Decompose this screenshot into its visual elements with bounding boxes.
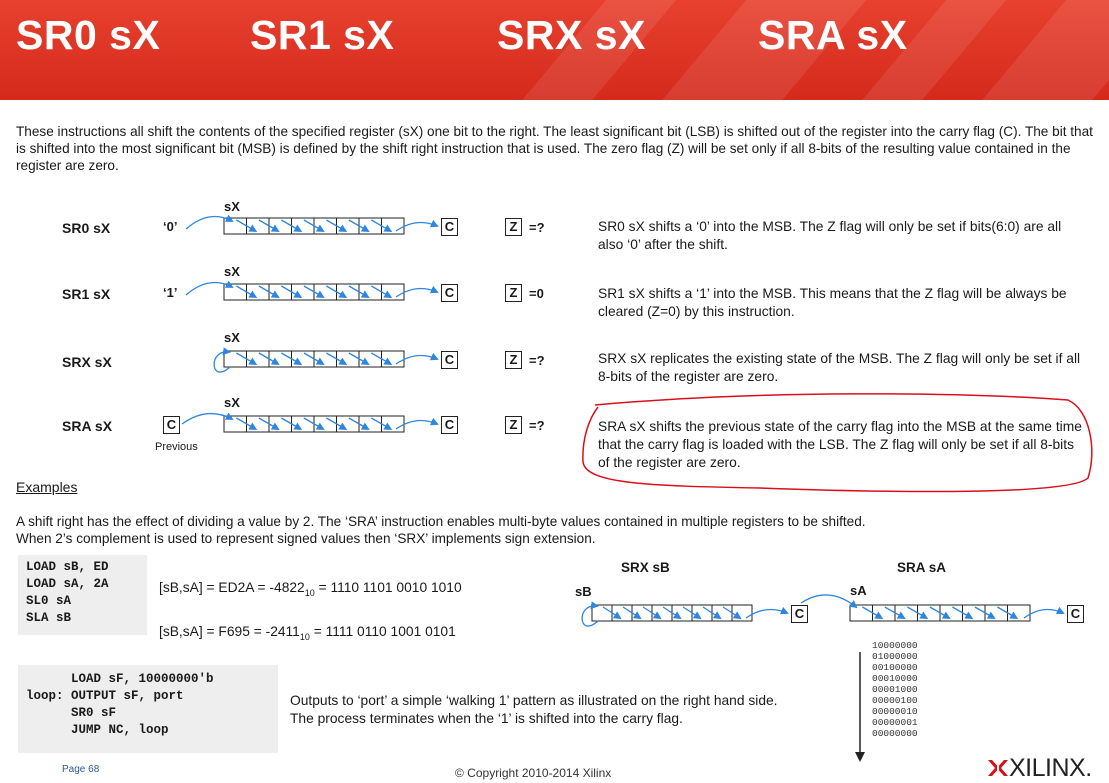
examples-heading: Examples	[16, 479, 78, 495]
xilinx-wordmark: XILINX.	[1009, 754, 1092, 782]
carry-flag-box: C	[1067, 605, 1084, 623]
register-label: sX	[224, 264, 240, 279]
examples-intro-line1: A shift right has the effect of dividing a value by 2. The ‘SRA’ instruction enables multi-byte values contained in multiple registers to be shifted.	[16, 514, 866, 529]
walking-pattern-value: 00000010	[872, 706, 918, 717]
carry-flag-box: C	[441, 284, 458, 302]
row-label-sra: SRA sX	[62, 418, 113, 434]
zero-flag-box: Z	[505, 416, 522, 434]
diagram-title-sra-sa: SRA sA	[897, 560, 947, 575]
output-line1: Outputs to ‘port’ a simple ‘walking 1’ pattern as illustrated on the right hand side.	[290, 693, 778, 708]
register-label: sX	[224, 395, 240, 410]
carry-flag-box: C	[441, 351, 458, 369]
walking-pattern-arrowhead	[855, 752, 865, 762]
description-srx: SRX sX replicates the existing state of the MSB. The Z flag will only be set if all 8-bits of the register are zero.	[598, 351, 1081, 384]
register-label: sX	[224, 330, 240, 345]
header-title-srx: SRX sX	[497, 12, 646, 58]
previous-carry-box: C	[163, 416, 180, 434]
sra-highlight-annotation	[583, 394, 1092, 492]
walking-pattern-value: 10000000	[872, 640, 918, 651]
header-title-sra: SRA sX	[758, 12, 908, 58]
walking-pattern-value: 00000100	[872, 695, 918, 706]
description-sra: SRA sX shifts the previous state of the carry flag into the MSB at the same time that the carry flag is loaded with the LSB. The Z flag will only be set if all 8-bits of the register are zero.	[598, 419, 1082, 470]
zero-flag-box: Z	[505, 284, 522, 302]
description-sr1: SR1 sX shifts a ‘1’ into the MSB. This means that the Z flag will be always be cleared (Z=0) by this instruction.	[598, 286, 1067, 319]
row-label-sr1: SR1 sX	[62, 286, 111, 302]
input-zero: ‘0’	[163, 219, 178, 234]
input-one: ‘1’	[163, 285, 178, 300]
code-block-shift: LOAD sB, ED LOAD sA, 2A SL0 sA SLA sB	[18, 555, 147, 635]
header-title-sr0: SR0 sX	[16, 12, 161, 58]
equation-after-base: 10	[299, 631, 310, 642]
equation-before-base: 10	[304, 587, 315, 598]
walking-pattern-value: 00001000	[872, 684, 918, 695]
carry-to-msb-arrow	[801, 595, 856, 607]
carry-flag-box: C	[791, 605, 808, 623]
walking-pattern-value: 00100000	[872, 662, 918, 673]
copyright: © Copyright 2010-2014 Xilinx	[455, 766, 612, 780]
equation-after-post: = 1111 0110 1001 0101	[309, 624, 456, 639]
diagram-title-srx-sb: SRX sB	[621, 560, 670, 575]
walking-pattern-value: 00000001	[872, 717, 918, 728]
carry-flag-box: C	[441, 218, 458, 236]
equation-after-pre: [sB,sA] = F695 = -2411	[159, 624, 300, 639]
walking-pattern-value: 00010000	[872, 673, 918, 684]
zero-flag-value: =?	[529, 220, 545, 235]
register-label: sX	[224, 199, 240, 214]
register-label-sa: sA	[850, 583, 867, 598]
zero-flag-value: =0	[529, 286, 544, 301]
code-block-walking-one: LOAD sF, 10000000'b loop: OUTPUT sF, port SR0 sF JUMP NC, loop	[18, 665, 278, 753]
header-title-sr1: SR1 sX	[250, 12, 395, 58]
examples-intro-line2: When 2’s complement is used to represent signed values then ‘SRX’ implements sign extension.	[16, 531, 596, 546]
zero-flag-value: =?	[529, 418, 545, 433]
walking-pattern-value: 01000000	[872, 651, 918, 662]
row-label-sr0: SR0 sX	[62, 220, 111, 236]
row-label-srx: SRX sX	[62, 354, 112, 370]
equation-before-pre: [sB,sA] = ED2A = -4822	[159, 580, 305, 595]
intro-paragraph: These instructions all shift the contents of the specified register (sX) one bit to the right. The least significant bit (LSB) is shifted out of the register into the carry flag (C). The bit that is shifted into the most significant bit (MSB) is defined by the shift right instruction that is used. The zero flag (Z) will be set only if all 8-bits of the resulting value contained in the register are zero.	[16, 124, 1093, 173]
equation-before-post: = 1110 1101 0010 1010	[314, 580, 462, 595]
zero-flag-box: Z	[505, 218, 522, 236]
walking-pattern-value: 00000000	[872, 728, 918, 739]
zero-flag-box: Z	[505, 351, 522, 369]
carry-flag-box: C	[441, 416, 458, 434]
description-sr0: SR0 sX shifts a ‘0’ into the MSB. The Z flag will only be set if bits(6:0) are all also ‘0’ after the shift.	[598, 219, 1062, 252]
page-number: Page 68	[62, 764, 100, 775]
previous-caption: Previous	[155, 441, 198, 453]
zero-flag-value: =?	[529, 353, 545, 368]
output-line2: The process terminates when the ‘1’ is shifted into the carry flag.	[290, 711, 683, 726]
register-label-sb: sB	[575, 584, 592, 599]
